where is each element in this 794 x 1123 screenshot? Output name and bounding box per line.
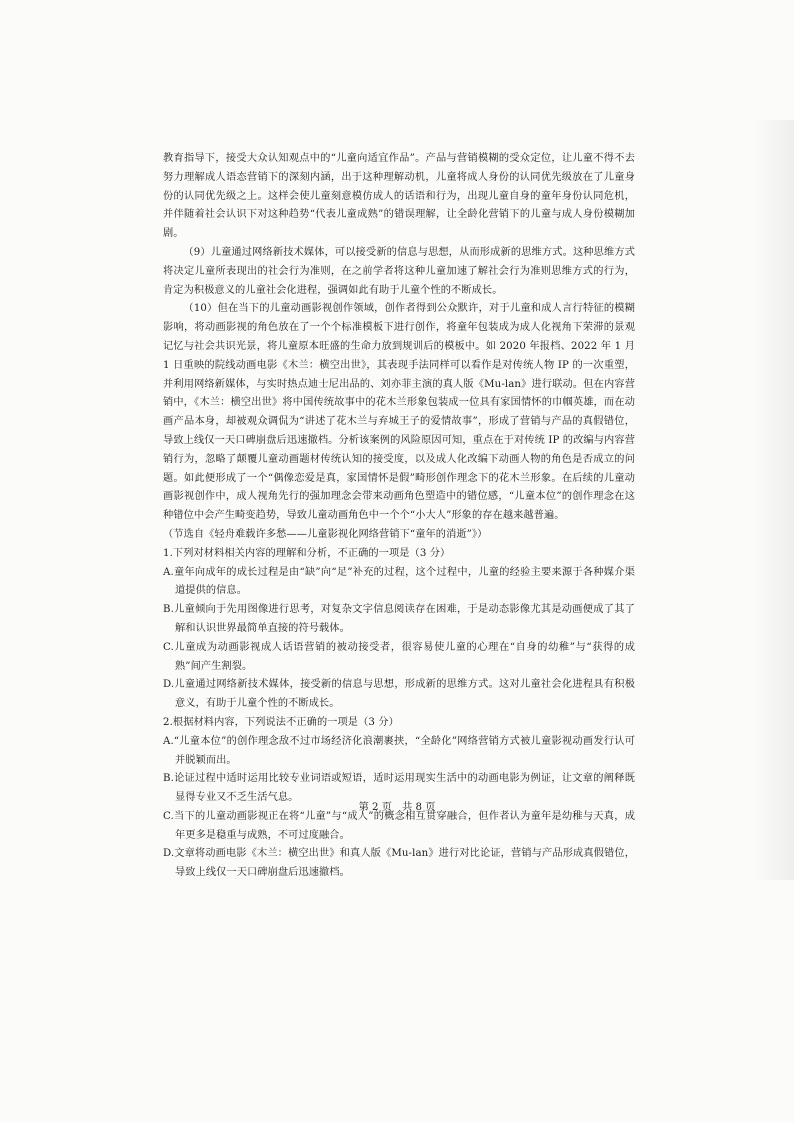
question-1-stem: 1.下列对材料相关内容的理解和分析，不正确的一项是（3 分） — [163, 547, 451, 559]
passage-paragraph-9: （9）儿童通过网络新技术媒体，可以接受新的信息与思想，从而形成新的思维方式。这种思维方式将决定儿童所表现出的社会行为准则，在之前学者将这种儿童加速了解社会行为准则思维方式的行为，肯定为积极意义的儿童社会化进程，强调如此有助于儿童个性的不断成长。 — [163, 246, 635, 296]
passage-paragraph-continuation: 教育指导下，接受大众认知观点中的“儿童向适宜作品”。产品与营销模糊的受众定位，让儿童不得不去努力理解成人语态营销下的深刻内涵，出于这种理解动机，儿童将成人身份的认同优先级放在了儿童身份的认同优先级之上。这样会使儿童刻意模仿成人的话语和行为，出现儿童自身的童年身份认同危机，并伴随着社会认识下对这种趋势“代表儿童成熟”的错误理解，让全龄化营销下的儿童与成人身份模糊加剧。 — [163, 153, 635, 240]
question-1-option-a: A.童年向成年的成长过程是由“缺”向“足”补充的过程，这个过程中，儿童的经验主要来源于各种媒介渠道提供的信息。 — [163, 566, 635, 597]
page-number: 第 2 页 共 8 页 — [358, 802, 436, 813]
question-1-option-c: C.儿童成为动画影视成人话语营销的被动接受者，很容易使儿童的心理在“自身的幼稚”与“获得的成熟”间产生割裂。 — [163, 641, 635, 672]
question-1-option-b: B.儿童倾向于先用图像进行思考，对复杂文字信息阅读存在困难，于是动态影像尤其是动画便成了其了解和认识世界最简单直接的符号载体。 — [163, 604, 635, 634]
question-2-option-c: C.当下的儿童动画影视正在将“儿童”与“成人”的概念相互贯穿融合，但作者认为童年是幼稚与天真，成年更多是稳重与成熟，不可过度融合。 — [163, 810, 635, 841]
question-2-option-a: A.“儿童本位”的创作理念敌不过市场经济化浪潮裹挟，“全龄化”网络营销方式被儿童影视动画发行认可并脱颖而出。 — [163, 735, 635, 766]
page-content — [163, 150, 635, 883]
passage-paragraph-10: （10）但在当下的儿童动画影视创作领域，创作者得到公众默许，对于儿童和成人言行特征的模糊影响，将动画影视的角色放在了一个个标准模板下进行创作，将童年包装成为成人化视角下荣滞的景观记忆与社会共识光景，将儿童原本旺盛的生命力放到规训后的模板中。如 2020 年报档、2022 年 1 月 1 日重映的院线动画电影《木兰：横空出世》，其表现手法同样可以看作是对传统人物 IP 的一次重塑，并利用网络新媒体，与实时热点迪士尼出品的、刘亦菲主演的真人版《Mu-lan》进行联动。但在内容营销中，《木兰：横空出世》将中国传统故事中的花木兰形象包装成一位具有家国情怀的巾帼英雄，而在动画产品本身，却被观众调侃为“讲述了花木兰与弃城王子的爱情故事”，形成了营销与产品的真假错位，导致上线仅一天口碑崩盘后迅速撤档。分析该案例的风险原因可知，重点在于对传统 IP 的改编与内容营销行为，忽略了颠覆儿童动画题材传统认知的接受度，以及成人化改编下动画人物的角色是否成立的问题。如此便形成了一个“偶像恋爱是真，家国情怀是假”畸形创作理念下的花木兰形象。在后续的儿童动画影视创作中，成人视角先行的强加理念会带来动画角色塑造中的错位感，“儿童本位”的创作理念在这种错位中会产生畸变趋势，导致儿童动画角色中一个个“小大人”形象的存在越来越普遍。 — [163, 303, 635, 522]
question-2-option-b: B.论证过程中适时运用比较专业词语或短语，适时运用现实生活中的动画电影为例证，让文章的阐释既显得专业又不乏生活气息。 — [163, 773, 635, 804]
question-1-option-d: D.儿童通过网络新技术媒体，接受新的信息与思想，形成新的思维方式。这对儿童社会化进程具有积极意义，有助于儿童个性的不断成长。 — [163, 679, 635, 710]
passage-source: （节选自《轻舟难载许多愁——儿童影视化网络营销下“童年的消逝”》） — [163, 528, 488, 540]
question-2-option-d: D.文章将动画电影《木兰：横空出世》和真人版《Mu-lan》进行对比论证，营销与产品形成真假错位，导致上线仅一天口碑崩盘后迅速撤档。 — [163, 848, 635, 879]
scan-shadow — [754, 120, 794, 880]
question-2-stem: 2.根据材料内容，下列说法不正确的一项是（3 分） — [163, 716, 399, 728]
